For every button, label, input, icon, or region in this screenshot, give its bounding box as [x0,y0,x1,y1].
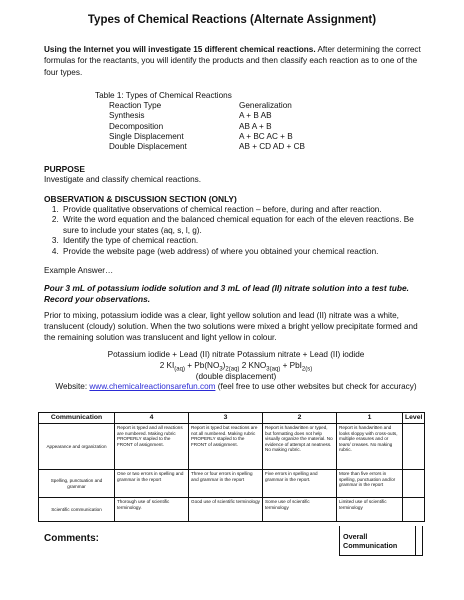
generalization: A + B AB [239,111,272,121]
reaction-type: Synthesis [109,111,145,121]
rubric-header: 4 [115,413,189,424]
rubric-cell: Thorough use of scientific terminology. [115,498,189,522]
overall-label: Overall Communication [343,532,398,550]
eq-sub: 2(aq) [225,366,240,373]
rubric-row [39,498,425,522]
example-label: Example Answer… [44,266,114,275]
table-row [95,142,379,152]
list-item: 3. Identify the type of chemical reaction. [61,236,428,247]
rubric-cell: More than five errors in spelling, punctuation and/or grammar in the report [337,470,403,498]
example-observation: Prior to mixing, potassium iodide was a clear, light yellow solution and lead (II) nitrate was a white, translucent (cloudy) solution. When the two solutions were mixed a bright yellow precipitate formed and the remaining solution was translucent and light yellow in colour. [44,311,418,342]
word-equation: Potassium iodide + Lead (II) nitrate Potassium nitrate + Lead (II) iodide [107,350,365,359]
table-row [95,132,379,142]
reaction-type: Single Displacement [109,131,184,141]
rubric-cell: Report is typed and all reactions are numbered. Making rubric PROPERLY stapled to the FRONT of assignment. [115,424,189,470]
reaction-type: Double Displacement [109,142,187,152]
rubric-cell: Report is typed but reactions are not all numbered. Making rubric PROPERLY stapled to the FRONT of assignment. [189,424,263,470]
website-link[interactable]: www.chemicalreactionsarefun.com [89,382,216,391]
eq-part: 2 KNO [239,361,267,370]
eq-sub: 2(s) [301,366,313,373]
rubric-cell: Five errors in spelling and grammar in the report. [263,470,337,498]
eq-part: + Pb(NO [184,361,220,370]
website-line [44,382,428,392]
rubric-cell: Three or four errors in spelling and grammar in the report [189,470,263,498]
rubric-cell: Good use of scientific terminology [189,498,263,522]
communication-rubric [38,412,425,522]
rubric-row [39,424,425,470]
overall-communication-box [339,526,423,556]
rubric-header: 3 [189,413,263,424]
eq-sub: 3 [219,366,223,373]
eq-part: ) [222,361,226,370]
rubric-cell: Report is handwritten or typed, but formatting does not help visually organize the material. No evidence of attempt at neatness. No making rubric. [263,424,337,470]
eq-part: + PbI [280,361,302,370]
eq-sub: 3(aq) [266,366,281,373]
list-item: 4. Provide the website page (web address) of where you obtained your chemical reaction. [61,247,428,258]
rubric-cell: Report is handwritten and looks sloppy with cross-outs, multiple erasures and or tears/ creases. No making rubric. [337,424,403,470]
intro-rest: After determining the correct formulas for the reactants, you will identify the products and then classify each reaction as to one of the four types. [44,45,421,77]
rubric-category: Spelling, punctuation and grammar [39,470,115,498]
table-caption: Table 1: Types of Chemical Reactions [95,91,232,100]
reaction-types-table [95,91,379,152]
observation-list [44,205,428,258]
rubric-category: Appearance and organization [39,424,115,470]
rubric-cell: One or two errors in spelling and grammar in the report [115,470,189,498]
eq-sub: (aq) [174,366,185,373]
level-cell[interactable] [403,498,425,522]
list-item: 1. Provide qualitative observations of chemical reaction – before, during and after reaction. [61,205,428,216]
page-title: Types of Chemical Reactions (Alternate Assignment) [87,14,377,26]
reaction-type: Reaction Type [109,101,162,111]
list-item: 2. Write the word equation and the balanced chemical equation for each of the eleven reactions. Be sure to include your states (aq, s, l, g). [61,215,428,236]
reaction-type: Decomposition [109,121,164,131]
generalization: Generalization [239,101,292,111]
generalization: AB A + B [239,121,272,131]
purpose-text: Investigate and classify chemical reactions. [44,174,202,184]
rubric-cell: Limited use of scientific terminology [337,498,403,522]
rubric-header: Communication [39,413,115,424]
rubric-row [39,470,425,498]
generalization: AB + CD AD + CB [239,142,305,152]
intro-paragraph [44,44,424,78]
table-row [95,122,379,132]
rubric-cell: Some use of scientific terminology [263,498,337,522]
website-note: (feel free to use other websites but check for accuracy) [215,382,417,391]
comments-label: Comments: [44,533,100,544]
observation-heading: OBSERVATION & DISCUSSION SECTION (ONLY) [44,194,237,204]
level-cell[interactable] [403,424,425,470]
table-row [95,101,379,111]
intro-bold: Using the Internet you will investigate 15 different chemical reactions. [44,45,316,54]
eq-part: 2 KI [159,361,175,370]
purpose-heading: PURPOSE [44,164,85,174]
rubric-header: 1 [337,413,403,424]
rubric-category: Scientific communication [39,498,115,522]
example-instruction: Pour 3 mL of potassium iodide solution and 3 mL of lead (II) nitrate solution into a test tube. Record your observations. [44,283,409,304]
rubric-header: Level [403,413,425,424]
overall-level-divider [415,526,416,556]
observation-section [44,194,428,258]
rubric-header: 2 [263,413,337,424]
level-cell[interactable] [403,470,425,498]
table-row [95,111,379,121]
reaction-type-answer: (double displacement) [195,372,277,381]
website-label: Website: [55,382,90,391]
generalization: A + BC AC + B [239,131,293,141]
purpose-section [44,164,428,185]
rubric-header-row [39,413,425,424]
